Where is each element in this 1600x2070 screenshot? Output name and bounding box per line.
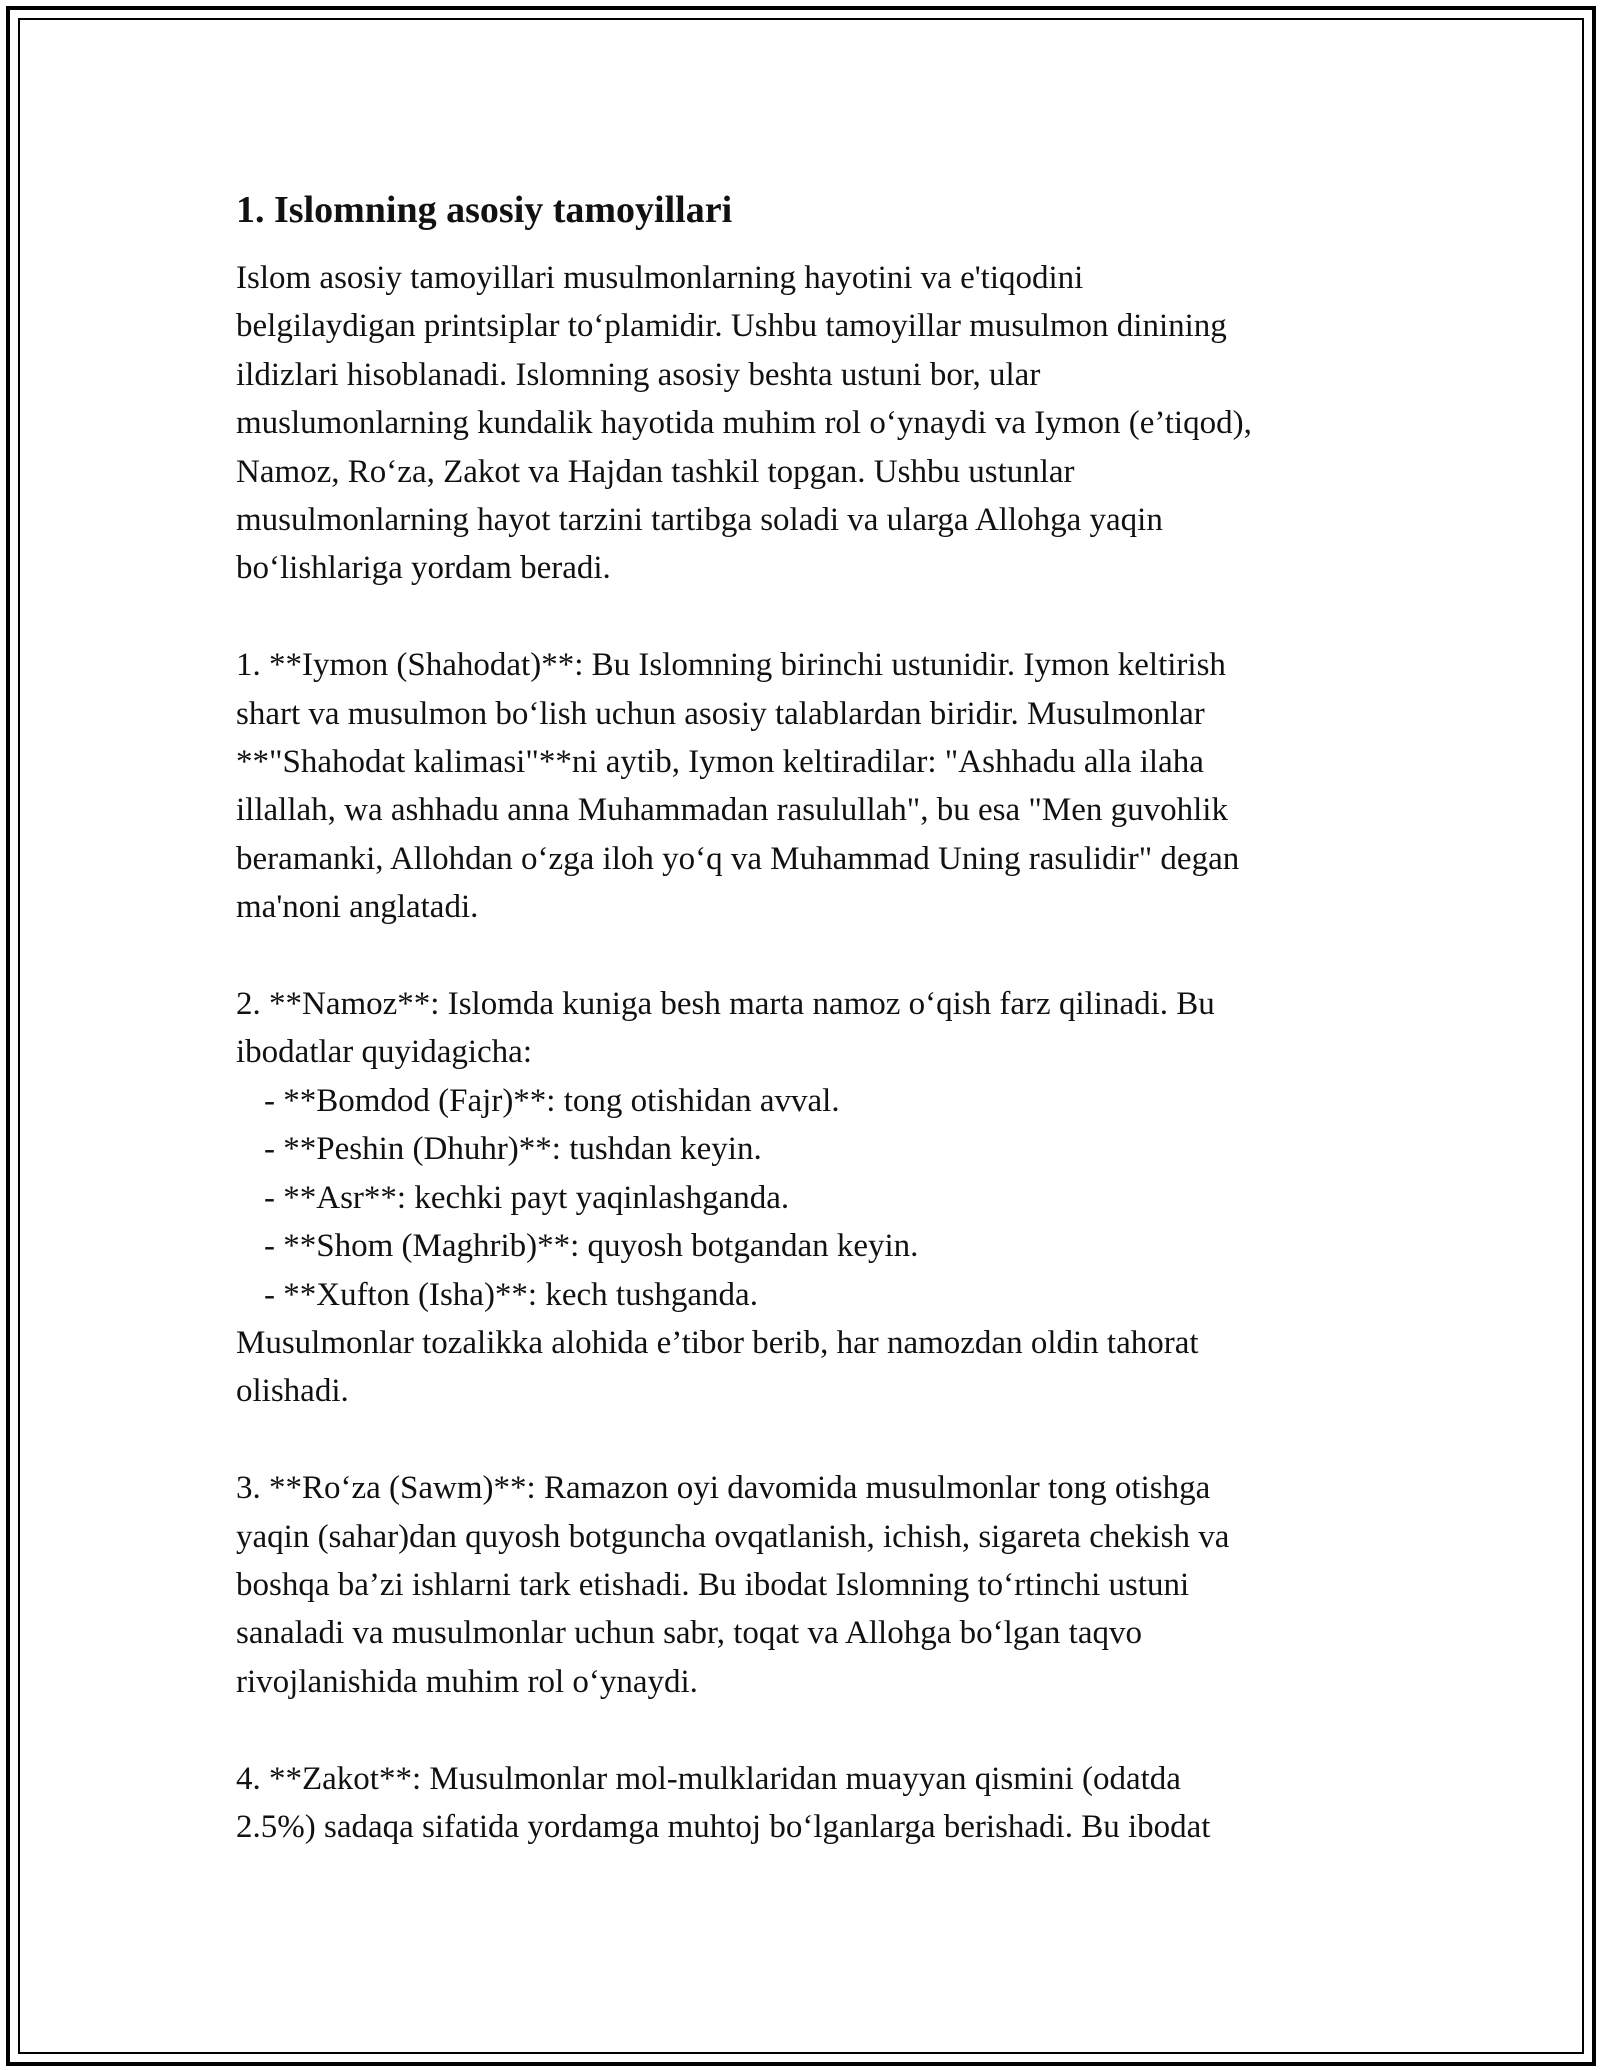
intro-paragraph <box>236 254 1386 593</box>
paragraph-gap <box>236 932 1386 980</box>
text-line: illallah, wa ashhadu anna Muhammadan rasulullah", bu esa "Men guvohlik <box>236 792 1228 829</box>
text-line: ma'noni anglatadi. <box>236 889 479 926</box>
prayer-list-item: - **Asr**: kechki payt yaqinlashganda. <box>264 1179 790 1216</box>
prayer-list-item: - **Bomdod (Fajr)**: tong otishidan avval. <box>264 1082 840 1119</box>
text-line: musulmonlarning hayot tarzini tartibga soladi va ularga Allohga yaqin <box>236 502 1163 539</box>
text-line: Namoz, Ro‘za, Zakot va Hajdan tashkil topgan. Ushbu ustunlar <box>236 453 1075 490</box>
paragraph-gap <box>236 1416 1386 1464</box>
text-line: ildizlari hisoblanadi. Islomning asosiy beshta ustuni bor, ular <box>236 356 1041 393</box>
paragraph-gap <box>236 1706 1386 1754</box>
section-heading: 1. Islomning asosiy tamoyillari <box>236 189 733 231</box>
prayer-list-item: - **Shom (Maghrib)**: quyosh botgandan keyin. <box>264 1228 919 1265</box>
text-line: 2.5%) sadaqa sifatida yordamga muhtoj bo‘lganlarga berishadi. Bu ibodat <box>236 1808 1211 1845</box>
prayer-list-item: - **Peshin (Dhuhr)**: tushdan keyin. <box>264 1131 762 1168</box>
pillar-namoz-paragraph <box>236 980 1386 1416</box>
text-line: 2. **Namoz**: Islomda kuniga besh marta namoz o‘qish farz qilinadi. Bu <box>236 986 1215 1023</box>
pillar-iymon-paragraph <box>236 641 1386 931</box>
text-line: 3. **Ro‘za (Sawm)**: Ramazon oyi davomida musulmonlar tong otishga <box>236 1470 1211 1507</box>
paragraph-gap <box>236 593 1386 641</box>
text-line: **"Shahodat kalimasi"**ni aytib, Iymon keltiradilar: "Ashhadu alla ilaha <box>236 744 1204 781</box>
text-line: belgilaydigan printsiplar to‘plamidir. Ushbu tamoyillar musulmon dinining <box>236 308 1227 345</box>
prayer-list <box>236 1077 1386 1319</box>
text-line: boshqa ba’zi ishlarni tark etishadi. Bu ibodat Islomning to‘rtinchi ustuni <box>236 1566 1190 1603</box>
text-line: yaqin (sahar)dan quyosh botguncha ovqatlanish, ichish, sigareta chekish va <box>236 1518 1230 1555</box>
text-line: rivojlanishida muhim rol o‘ynaydi. <box>236 1663 698 1700</box>
text-line: Islom asosiy tamoyillari musulmonlarning hayotini va e'tiqodini <box>236 260 1084 296</box>
pillar-roza-paragraph <box>236 1464 1386 1706</box>
text-line: ibodatlar quyidagicha: <box>236 1034 532 1071</box>
text-line: Musulmonlar tozalikka alohida e’tibor berib, har namozdan oldin tahorat <box>236 1324 1199 1361</box>
text-line: shart va musulmon bo‘lish uchun asosiy talablardan biridir. Musulmonlar <box>236 695 1205 732</box>
text-line: sanaladi va musulmonlar uchun sabr, toqat va Allohga bo‘lgan taqvo <box>236 1615 1142 1652</box>
text-line: 1. **Iymon (Shahodat)**: Bu Islomning birinchi ustunidir. Iymon keltirish <box>236 647 1226 684</box>
pillar-zakot-paragraph <box>236 1755 1386 1852</box>
text-line: beramanki, Allohdan o‘zga iloh yo‘q va Muhammad Uning rasulidir" degan <box>236 840 1240 877</box>
text-line: bo‘lishlariga yordam beradi. <box>236 550 611 587</box>
prayer-list-item: - **Xufton (Isha)**: kech tushganda. <box>264 1276 758 1313</box>
text-line: muslumonlarning kundalik hayotida muhim rol o‘ynaydi va Iymon (e’tiqod), <box>236 405 1252 442</box>
document-body <box>236 186 1386 1851</box>
text-line: 4. **Zakot**: Musulmonlar mol-mulklaridan muayyan qismini (odatda <box>236 1760 1181 1797</box>
text-line: olishadi. <box>236 1373 349 1410</box>
